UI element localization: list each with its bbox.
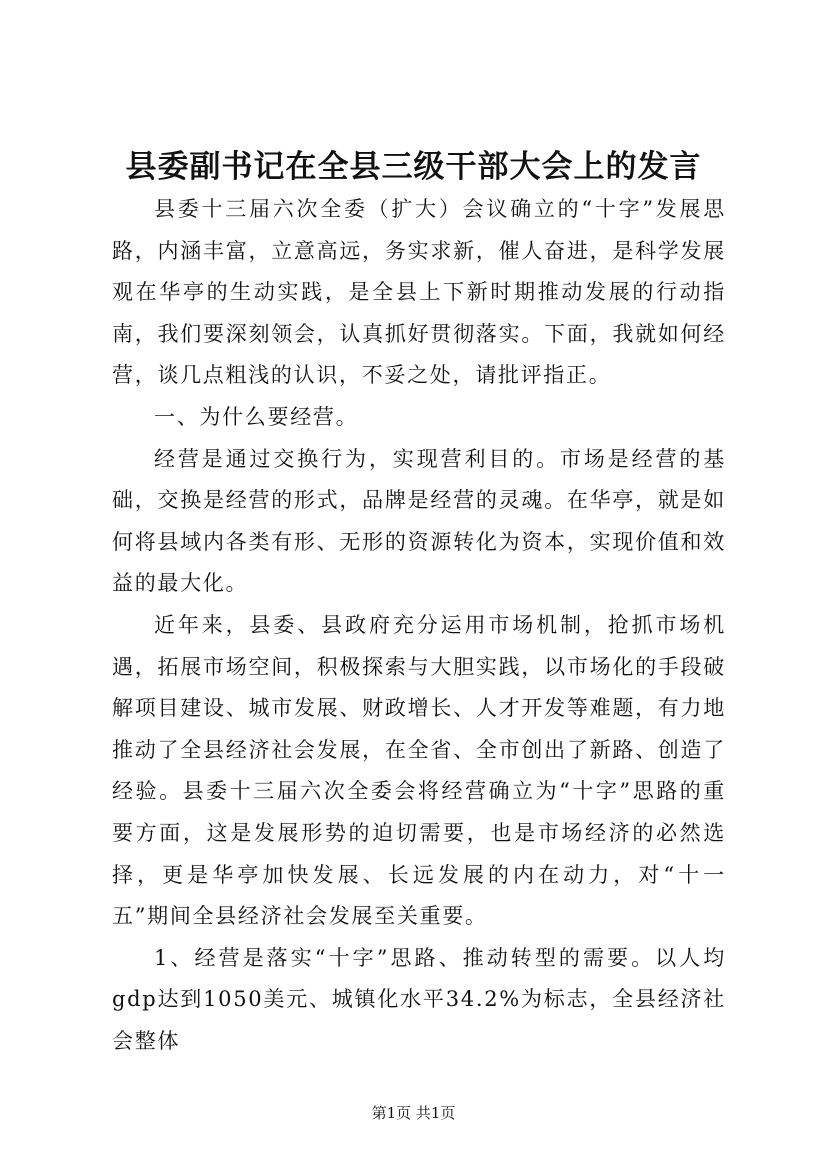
paragraph-recent-years: 近年来，县委、县政府充分运用市场机制，抢抓市场机遇，拓展市场空间，积极探索与大胆实践，以市场化的手段破解项目建设、城市发展、财政增长、人才开发等难题，有力地推动了全县经济社会发展，在全省、全市创出了新路、创造了经验。县委十三届六次全委会将经营确立为“十字”思路的重要方面，这是发展形势的迫切需要，也是市场经济的必然选择，更是华亭加快发展、长远发展的内在动力，对“十一五”期间全县经济社会发展至关重要。 bbox=[112, 612, 726, 929]
page-footer: 第1页 共1页 bbox=[371, 1104, 456, 1122]
document-title: 县委副书记在全县三级干部大会上的发言 bbox=[125, 149, 702, 185]
paragraph-point-one: 1、经营是落实“十字”思路、推动转型的需要。以人均gdp达到1050美元、城镇化水平34.2%为标志，全县经济社会整体 bbox=[112, 945, 726, 1053]
document-body bbox=[112, 189, 726, 1062]
section-heading-why-operate: 一、为什么要经营。 bbox=[154, 404, 359, 429]
paragraph-intro: 县委十三届六次全委（扩大）会议确立的“十字”发展思路，内涵丰富，立意高远，务实求新，催人奋进，是科学发展观在华亭的生动实践，是全县上下新时期推动发展的行动指南，我们要深刻领会，认真抓好贯彻落实。下面，我就如何经营，谈几点粗浅的认识，不妥之处，请批评指正。 bbox=[112, 197, 726, 388]
paragraph-definition: 经营是通过交换行为，实现营利目的。市场是经营的基础，交换是经营的形式，品牌是经营的灵魂。在华亭，就是如何将县域内各类有形、无形的资源转化为资本，实现价值和效益的最大化。 bbox=[112, 446, 726, 596]
